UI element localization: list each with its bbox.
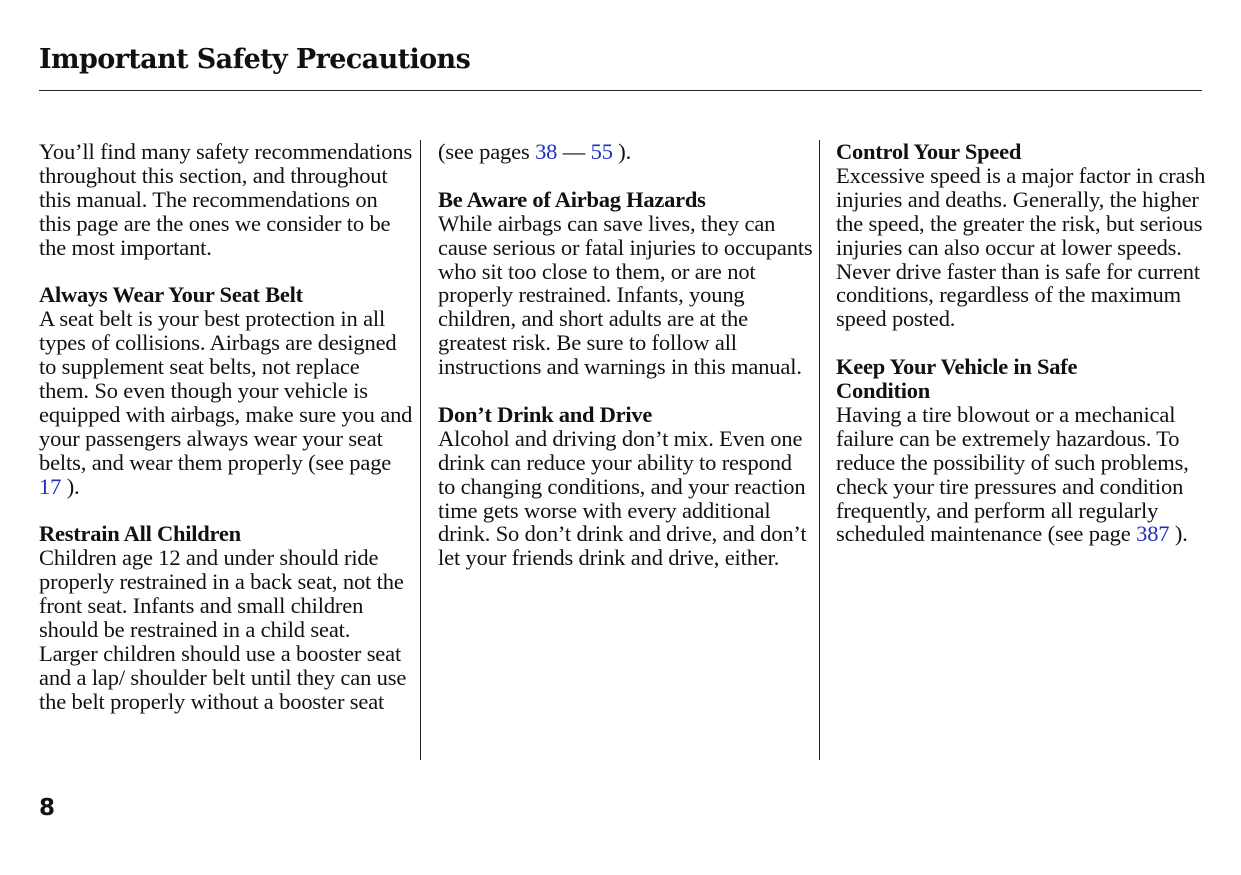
column-1 — [39, 140, 414, 738]
seat-belt-body: A seat belt is your best protection in all types of collisions. Airbags are designed to supplement seat belts, not replace them. So even though your vehicle is equipped with airbags, make sure you and your passengers always wear your seat belts, and wear them properly — [39, 306, 413, 475]
children-heading: Restrain All Children — [39, 521, 241, 547]
column-divider-2 — [819, 140, 820, 760]
intro-paragraph: You’ll find many safety recommendations throughout this section, and throughout this manual. The recommendations on this page are the ones we consider to be the most important. — [39, 139, 413, 260]
speed-heading: Control Your Speed — [836, 139, 1022, 164]
continued-ref-suffix: ). — [618, 139, 632, 164]
seat-belt-ref-suffix: ). — [66, 473, 80, 499]
airbag-paragraph: While airbags can save lives, they can cause serious or fatal injuries to occupants who sit too close to them, or are not properly restrained. Infants, young children, and short adults are at the greatest risk. Be sure to follow all instructions and warnings in this manual. — [438, 210, 813, 380]
column-2 — [438, 140, 813, 594]
page-link-38[interactable]: 38 — [535, 139, 558, 164]
range-dash: — — [562, 139, 586, 164]
condition-ref-suffix: ). — [1174, 521, 1188, 547]
speed-paragraph: Excessive speed is a major factor in crash injuries and deaths. Generally, the higher the speed, the greater the risk, but serious injuries can also occur at lower speeds. Never drive faster than is safe for current conditions, regardless of the maximum speed posted. — [836, 162, 1206, 332]
page-number: 8 — [39, 795, 56, 821]
condition-body: Having a tire blowout or a mechanical failure can be extremely hazardous. To reduce the possibility of such problems, check your tire pressures and condition frequently, and perform all regularly scheduled maintenance — [836, 401, 1189, 547]
drink-paragraph: Alcohol and driving don’t mix. Even one drink can reduce your ability to respond to changing conditions, and your reaction time gets worse with every additional drink. So don’t drink and drive, and don’t let your friends drink and drive, either. — [438, 425, 807, 571]
column-divider-1 — [420, 140, 421, 760]
condition-ref-prefix: (see page — [1047, 521, 1131, 547]
seat-belt-ref-prefix: (see page — [308, 449, 392, 475]
drink-heading: Don’t Drink and Drive — [438, 401, 653, 427]
continued-reference — [438, 140, 813, 164]
condition-paragraph — [836, 403, 1211, 546]
children-paragraph: Children age 12 and under should ride properly restrained in a back seat, not the front seat. Infants and small children should be restrained in a child seat. Larger children should use a booster seat and a lap/ shoulder belt until they can use the belt properly without a booster seat — [39, 545, 407, 714]
page-link-55[interactable]: 55 — [590, 139, 613, 164]
seat-belt-paragraph — [39, 307, 414, 498]
title-rule — [39, 90, 1202, 91]
column-3 — [836, 140, 1211, 570]
airbag-heading: Be Aware of Airbag Hazards — [438, 186, 706, 212]
seat-belt-page-link[interactable]: 17 — [39, 473, 62, 499]
condition-heading-line1: Keep Your Vehicle in Safe — [836, 354, 1078, 380]
condition-heading — [836, 355, 1211, 403]
continued-ref-prefix: (see pages — [438, 139, 530, 164]
page-link-387[interactable]: 387 — [1136, 521, 1170, 547]
condition-heading-line2: Condition — [836, 378, 931, 404]
seat-belt-heading: Always Wear Your Seat Belt — [39, 282, 303, 308]
page-title: Important Safety Precautions — [39, 44, 471, 75]
